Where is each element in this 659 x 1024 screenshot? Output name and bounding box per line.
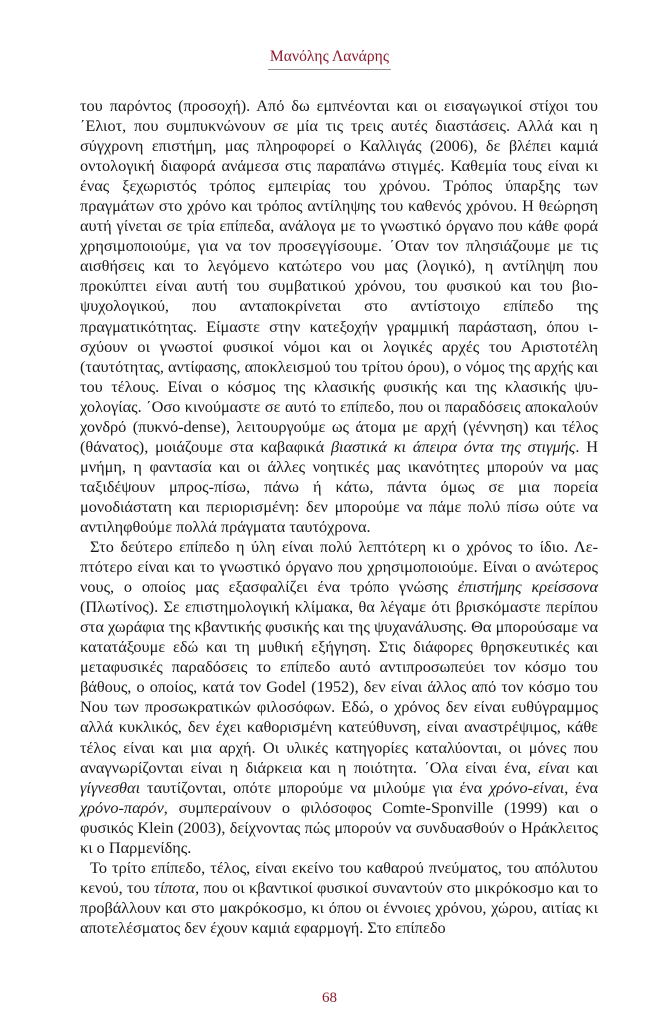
text-run: , που οι κβαντικοί φυσικοί συναντούν στο μικρόκοσμο και το προβάλλουν και στο μακρόκοσμο, κι όπου οι έννοιες χρόνου, χώρου, αιτίας κι αποτελέσματος δεν έχουν καμιά εφαρμογή. Στο επίπεδο <box>80 877 598 937</box>
text-run: Το τρίτο επίπεδο, τέλος, είναι εκείνο του καθαρού πνεύματος, του απόλυτου κενού, του <box>80 857 598 897</box>
body-text <box>80 96 598 938</box>
text-run: (Πλωτίνος). Σε επιστημολογική κλίμακα, θα λέγαμε ότι βρισκόμαστε περίπου στα χωράφια της κβαντικής φυσικής και της ψυχανάλυσης. Θα μπορούσαμε να κατατάξουμε εδώ και τη μυθική εξήγηση. Στις διάφορες θρησκευτικές και μεταφυσικές παραδόσεις το επίπεδο αυτό αντιπροσωπεύει τον κόσμο του βάθους, ο οποίος, κατά τον Godel (1952), δεν είναι άλλος από τον κόσμο του Νου των προσωκρατικών φιλοσόφων. Εδώ, ο χρόνος δεν είναι ευθύγραμμος αλλά κυκλικός, δεν έχει καθορισμένη κατεύθυνση, είναι αναστρέψιμος, κάθε τέλος είναι και μια αρχή. Οι υλικές κατηγορίες καταλύονται, οι μόνες που αναγνωρίζονται είναι η διάρκεια και η ποιότητα. ΄Ολα είναι ένα, <box>80 597 598 777</box>
italic-phrase: είναι <box>538 757 570 777</box>
paragraph-continued <box>80 96 598 537</box>
page-number: 68 <box>322 990 337 1006</box>
text-run: , ένα <box>564 777 598 797</box>
paragraph-third-level <box>80 858 598 938</box>
running-header <box>0 48 659 70</box>
paragraph-second-level <box>80 537 598 858</box>
running-header-author: Μανόλης Λανάρης <box>268 48 391 70</box>
text-run: του παρόντος (προσοχή). Από δω εμπνέονται και οι εισαγωγικοί στίχοι του ΄Ελιοτ, που συμπυκνώνουν σε μία τις τρεις αυτές διαστάσεις. Αλλά και η σύγχρονη επιστήμη, μας πληροφορεί ο Καλλιγάς (2006), δε βλέπει καμιά οντολογική διαφορά ανάμεσα στις παραπάνω στιγμές. Καθεμία τους είναι κι ένας ξεχωριστός τρόπος εμπειρίας του χρόνου. Τρόπος ύπαρξης των πραγμάτων στο χρόνο και τρόπος αντίληψης του καθενός χρόνου. Η θεώρηση αυτή γίνεται σε τρία επίπεδα, ανάλογα με το γνωστικό όργανο που κάθε φορά χρησιμοποιούμε, για να τον προσεγγίσουμε. ΄Οταν τον πλησιάζουμε με τις αισθήσεις και το λεγόμενο κατώτερο νου μας (λογικό), η αντίληψη που προκύπτει είναι αυτή του συμβατικού χρόνου, του φυσικού και του βιο-ψυχολογικού, που ανταποκρίνεται στο αντίστοιχο επίπεδο της πραγματικότητας. Είμαστε στην κατεξοχήν γραμμική παράσταση, όπου ισχύουν οι γνωστοί φυσικοί νόμοι και οι λογικές αρχές του Αριστοτέλη (ταυτότητας, αντίφασης, αποκλεισμού του τρίτου όρου), ο νόμος της αρχής και του τέλους. Είναι ο κόσμος της κλασικής φυσικής και της κλασικής ψυχολογίας. ΄Οσο κινούμαστε σε αυτό το επίπεδο, που οι παραδόσεις αποκαλούν χονδρό (πυκνό-dense), λειτουργούμε ως άτομα με αρχή (γέννηση) και τέλος (θάνατος), μοιάζουμε στα καβαφικά <box>80 96 598 456</box>
italic-phrase: τίποτα <box>154 877 196 897</box>
text-run: Στο δεύτερο επίπεδο η ύλη είναι πολύ λεπτότερη κι ο χρόνος το ίδιο. Λεπτότερο είναι και το γνωστικό όργανο που χρησιμοποιούμε. Είναι ο ανώτερος νους, ο οποίος μας εξασφαλίζει ένα τρόπο γνώσης <box>80 537 598 597</box>
italic-phrase: χρόνο-παρόν <box>80 797 164 817</box>
italic-phrase: χρόνο-είναι <box>489 777 565 797</box>
italic-phrase: ἐπιστήμης κρείσσονα <box>457 577 599 597</box>
text-run: και <box>569 757 598 777</box>
text-run: . Η μνήμη, η φαντασία και οι άλλες νοητικές μας ικανότητες μπορούν να μας ταξιδέψουν μπρος-πίσω, πάνω ή κάτω, πάντα όμως σε μια πορεία μονοδιάστατη και περιορισμένη: δεν μπορούμε να πάμε πολύ πίσω ούτε να αντιληφθούμε πολλά πράγματα ταυτόχρονα. <box>80 436 598 536</box>
text-run: , συμπεραίνουν ο φιλόσοφος Comte-Sponville (1999) και ο φυσικός Klein (2003), δείχνοντας πώς μπορούν να συνδυασθούν ο Ηράκλειτος κι ο Παρμενίδης. <box>80 797 598 857</box>
italic-phrase: γίγνεσθαι <box>80 777 141 797</box>
text-run: ταυτίζονται, οπότε μπορούμε να μιλούμε για ένα <box>140 777 490 797</box>
italic-phrase: βιαστικά κι άπειρα όντα της στιγμής <box>330 436 576 456</box>
